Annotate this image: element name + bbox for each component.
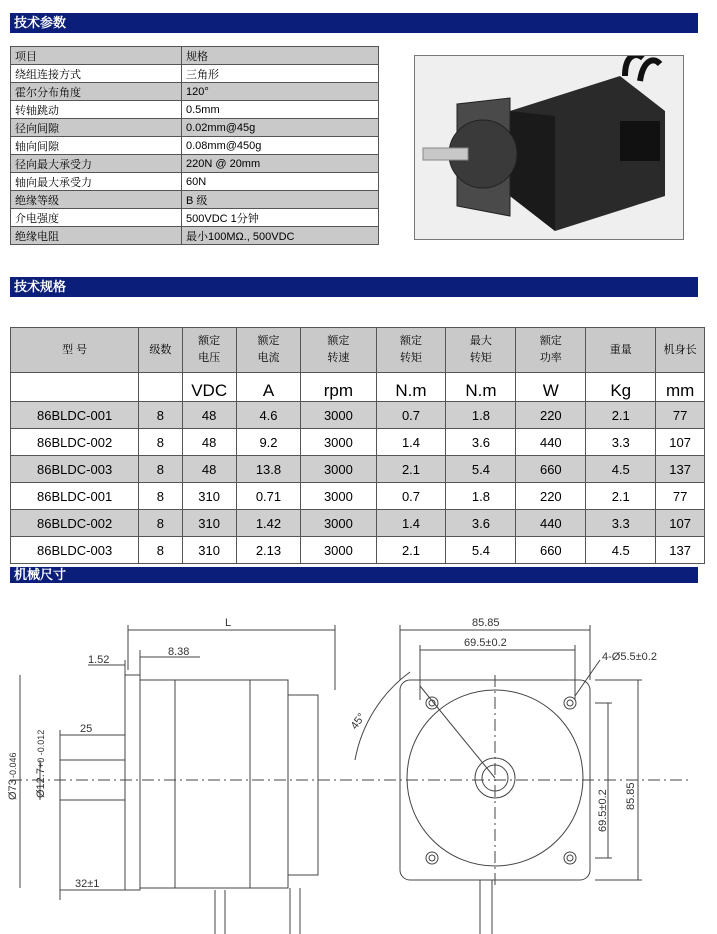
spec-row	[11, 429, 705, 456]
spec-cell: 660	[516, 537, 586, 564]
spec-header-line1: 机身长	[663, 343, 697, 356]
motor-image-icon	[415, 56, 683, 239]
dim-diameter-73: Ø73	[7, 779, 19, 800]
mechanical-drawing	[0, 600, 717, 934]
spec-header-cell	[139, 328, 182, 373]
spec-cell: 1.4	[376, 429, 446, 456]
spec-cell: 1.4	[376, 510, 446, 537]
spec-cell: 13.8	[236, 456, 301, 483]
spec-cell: 77	[656, 483, 705, 510]
param-name: 介电强度	[11, 209, 182, 227]
spec-cell: 9.2	[236, 429, 301, 456]
param-value: 120°	[182, 83, 379, 101]
param-name: 绝缘电阻	[11, 227, 182, 245]
dim-diameter-73-tol: -0.046	[8, 752, 18, 778]
flange	[125, 675, 140, 890]
spec-cell: 0.7	[376, 402, 446, 429]
param-name: 径向间隙	[11, 119, 182, 137]
spec-cell: 86BLDC-001	[11, 402, 139, 429]
spec-cell: 4.5	[586, 456, 656, 483]
spec-cell: 86BLDC-001	[11, 483, 139, 510]
spec-cell: 4.6	[236, 402, 301, 429]
section-title: 技术规格	[14, 279, 67, 294]
spec-unit-cell: rpm	[301, 373, 376, 402]
spec-header-cell	[182, 328, 236, 373]
spec-cell: 1.8	[446, 483, 516, 510]
spec-cell: 1.8	[446, 402, 516, 429]
param-value: 最小100MΩ., 500VDC	[182, 227, 379, 245]
spec-cell: 2.1	[586, 483, 656, 510]
param-value: 0.5mm	[182, 101, 379, 119]
section-title: 机械尺寸	[14, 567, 67, 582]
spec-cell: 86BLDC-002	[11, 429, 139, 456]
dim-85-85-top: 85.85	[472, 617, 500, 629]
spec-cell: 5.4	[446, 537, 516, 564]
spec-header-line1: 型 号	[62, 343, 88, 356]
spec-header-cell	[586, 328, 656, 373]
spec-unit-cell: VDC	[182, 373, 236, 402]
spec-header-cell	[376, 328, 446, 373]
spec-unit-cell: N.m	[376, 373, 446, 402]
dim-8-38: 8.38	[168, 646, 190, 658]
spec-header-line1: 级数	[149, 343, 172, 356]
section-header-mech-dims	[10, 567, 698, 583]
spec-row	[11, 510, 705, 537]
param-value: 三角形	[182, 65, 379, 83]
motor-photo	[414, 55, 684, 240]
spec-row	[11, 456, 705, 483]
spec-header-cell	[516, 328, 586, 373]
spec-header-cell	[11, 328, 139, 373]
param-name: 径向最大承受力	[11, 155, 182, 173]
param-value: 规格	[182, 47, 379, 65]
dim-diameter-12-7-tol: +0 -0.012	[36, 729, 46, 768]
spec-cell: 8	[139, 456, 182, 483]
params-row	[11, 227, 379, 245]
spec-row	[11, 483, 705, 510]
params-row	[11, 47, 379, 65]
param-value: 220N @ 20mm	[182, 155, 379, 173]
params-table	[10, 46, 379, 245]
spec-header-line2: 电流	[257, 352, 280, 364]
spec-header-line1: 额定	[198, 335, 221, 347]
dim-length: L	[225, 617, 232, 629]
spec-header-line2: 电压	[198, 352, 221, 364]
param-value: 0.02mm@45g	[182, 119, 379, 137]
spec-cell: 86BLDC-003	[11, 456, 139, 483]
spec-row	[11, 402, 705, 429]
spec-cell: 8	[139, 402, 182, 429]
param-name: 转轴跳动	[11, 101, 182, 119]
spec-unit-cell: mm	[656, 373, 705, 402]
spec-cell: 48	[182, 456, 236, 483]
spec-cell: 8	[139, 429, 182, 456]
params-row	[11, 101, 379, 119]
spec-header-line1: 最大	[469, 335, 492, 347]
dim-85-85-side: 85.85	[625, 782, 637, 810]
spec-cell: 2.13	[236, 537, 301, 564]
spec-cell: 3.3	[586, 510, 656, 537]
params-row	[11, 173, 379, 191]
spec-cell: 220	[516, 402, 586, 429]
param-name: 绕组连接方式	[11, 65, 182, 83]
spec-cell: 77	[656, 402, 705, 429]
spec-unit-cell: Kg	[586, 373, 656, 402]
spec-header-line1: 额定	[539, 335, 562, 347]
section-header-tech-specs	[10, 277, 698, 297]
params-row	[11, 209, 379, 227]
spec-cell: 137	[656, 456, 705, 483]
spec-header-line2: 转速	[327, 352, 350, 364]
spec-unit-cell: A	[236, 373, 301, 402]
spec-cell: 48	[182, 402, 236, 429]
spec-header-cell	[656, 328, 705, 373]
spec-header-line1: 重量	[609, 343, 632, 356]
dim-69-5-top: 69.5±0.2	[464, 637, 507, 649]
spec-cell: 8	[139, 537, 182, 564]
specs-table	[10, 327, 705, 564]
spec-header-line2: 功率	[539, 352, 562, 364]
spec-cell: 440	[516, 510, 586, 537]
spec-cell: 3.3	[586, 429, 656, 456]
params-row	[11, 65, 379, 83]
spec-header-line2: 转矩	[469, 352, 492, 364]
spec-unit-cell	[139, 373, 182, 402]
param-name: 轴向最大承受力	[11, 173, 182, 191]
spec-cell: 310	[182, 537, 236, 564]
params-row	[11, 119, 379, 137]
dim-69-5-side: 69.5±0.2	[597, 789, 609, 832]
spec-cell: 3.6	[446, 510, 516, 537]
params-row	[11, 155, 379, 173]
spec-unit-cell: W	[516, 373, 586, 402]
section-title: 技术参数	[14, 15, 67, 30]
spec-cell: 86BLDC-002	[11, 510, 139, 537]
spec-cell: 3000	[301, 537, 376, 564]
spec-header-cell	[301, 328, 376, 373]
spec-cell: 220	[516, 483, 586, 510]
motor-body-side	[140, 680, 288, 888]
spec-cell: 0.71	[236, 483, 301, 510]
spec-cell: 107	[656, 510, 705, 537]
section-header-tech-params	[10, 13, 698, 33]
spec-cell: 310	[182, 510, 236, 537]
param-name: 霍尔分布角度	[11, 83, 182, 101]
dim-diameter-12-7: Ø12.7	[35, 768, 47, 798]
param-value: 500VDC 1分钟	[182, 209, 379, 227]
dim-25: 25	[80, 723, 93, 735]
param-value: B 级	[182, 191, 379, 209]
spec-row	[11, 537, 705, 564]
spec-cell: 2.1	[376, 537, 446, 564]
spec-cell: 3000	[301, 483, 376, 510]
spec-cell: 8	[139, 510, 182, 537]
spec-cell: 3000	[301, 429, 376, 456]
spec-header-cell	[236, 328, 301, 373]
spec-cell: 107	[656, 429, 705, 456]
end-cap	[288, 695, 318, 875]
param-name: 绝缘等级	[11, 191, 182, 209]
dim-1-52: 1.52	[88, 654, 110, 666]
spec-cell: 0.7	[376, 483, 446, 510]
spec-cell: 48	[182, 429, 236, 456]
spec-header-line1: 额定	[399, 335, 422, 347]
spec-cell: 310	[182, 483, 236, 510]
spec-cell: 2.1	[376, 456, 446, 483]
spec-cell: 3000	[301, 402, 376, 429]
spec-cell: 137	[656, 537, 705, 564]
spec-header-line2: 转矩	[399, 352, 422, 364]
spec-cell: 86BLDC-003	[11, 537, 139, 564]
spec-cell: 1.42	[236, 510, 301, 537]
params-row	[11, 83, 379, 101]
spec-unit-cell	[11, 373, 139, 402]
param-value: 0.08mm@450g	[182, 137, 379, 155]
spec-header-line1: 额定	[257, 335, 280, 347]
spec-header-line1: 额定	[327, 335, 350, 347]
spec-unit-cell: N.m	[446, 373, 516, 402]
params-row	[11, 137, 379, 155]
spec-cell: 660	[516, 456, 586, 483]
spec-header-cell	[446, 328, 516, 373]
param-value: 60N	[182, 173, 379, 191]
spec-cell: 5.4	[446, 456, 516, 483]
spec-cell: 3.6	[446, 429, 516, 456]
param-name: 轴向间隙	[11, 137, 182, 155]
param-name: 项目	[11, 47, 182, 65]
spec-cell: 8	[139, 483, 182, 510]
dim-32: 32±1	[75, 878, 100, 890]
dim-angle: 45°	[348, 711, 369, 732]
spec-cell: 3000	[301, 510, 376, 537]
dim-mounting-holes: 4-Ø5.5±0.2	[602, 651, 657, 663]
spec-cell: 4.5	[586, 537, 656, 564]
spec-cell: 440	[516, 429, 586, 456]
spec-cell: 2.1	[586, 402, 656, 429]
spec-cell: 3000	[301, 456, 376, 483]
params-row	[11, 191, 379, 209]
